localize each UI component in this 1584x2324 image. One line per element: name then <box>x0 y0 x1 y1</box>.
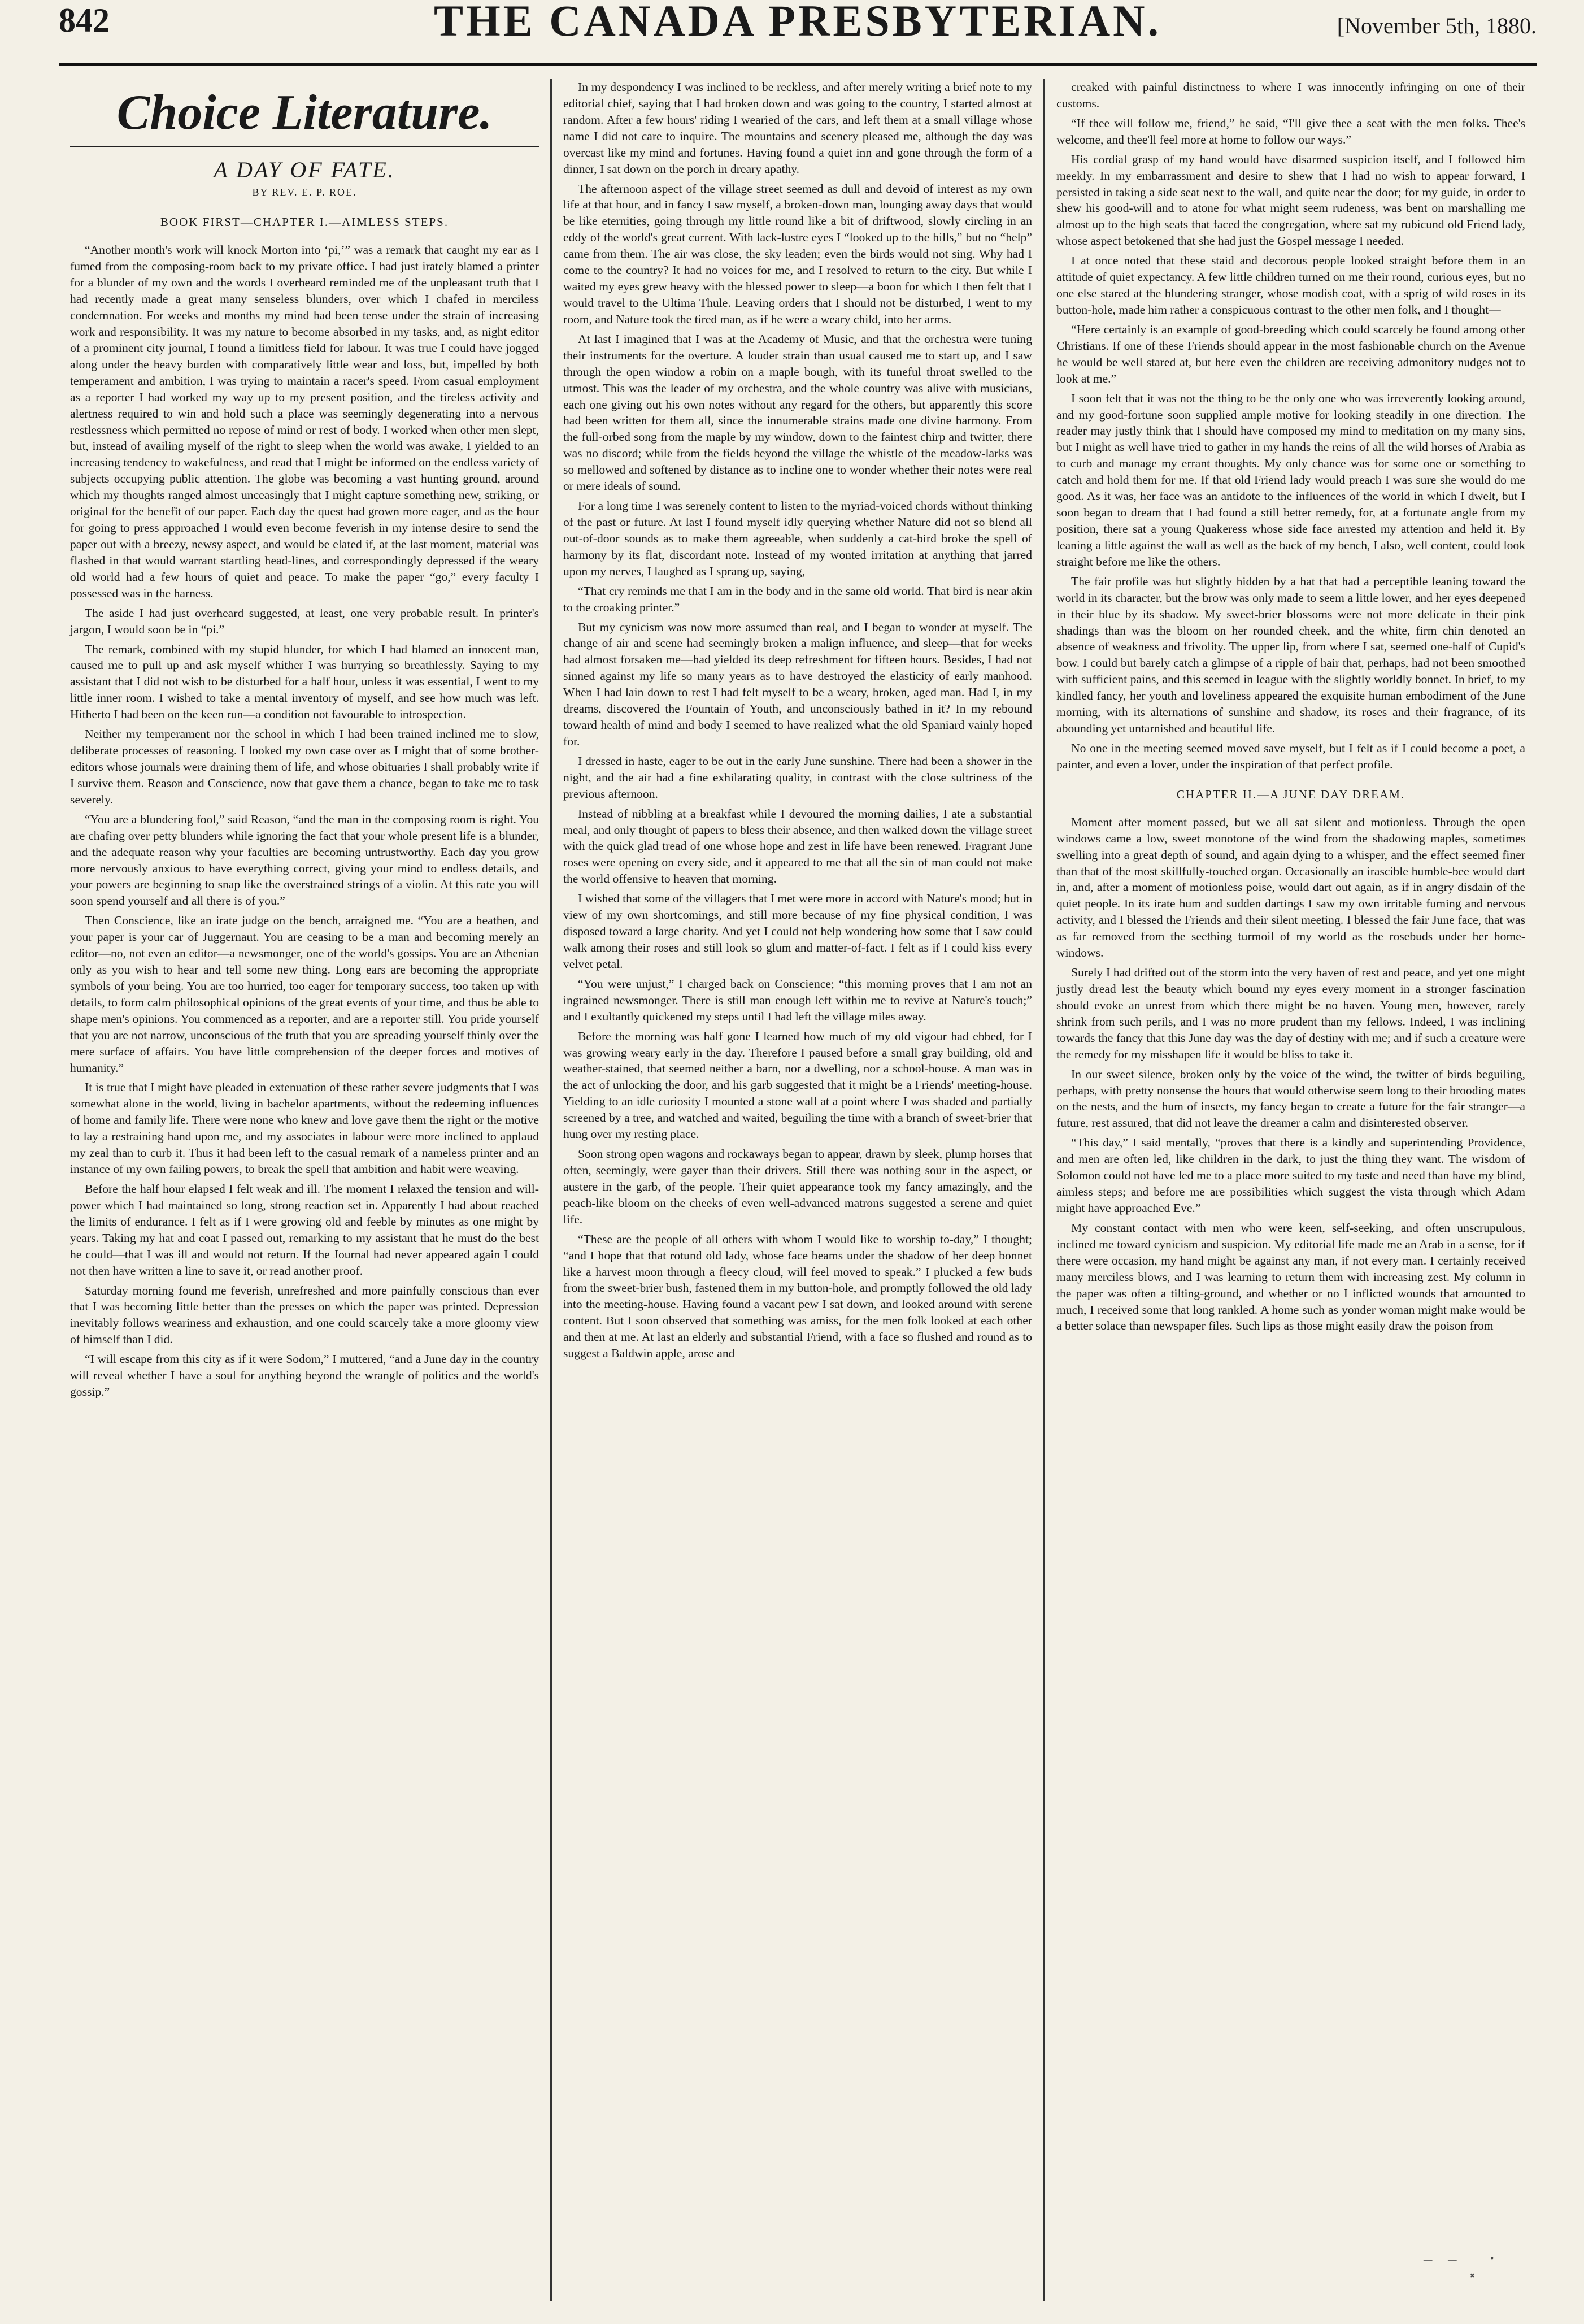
paragraph: Saturday morning found me feverish, unrefreshed and more painfully conscious than ever that I was becoming little better than the presses on which the paper was printed. Depression inevitably follows weariness and exhaustion, and one could scarcely take a more gloomy view of himself than I did. <box>70 1283 539 1346</box>
paragraph: “This day,” I said mentally, “proves that there is a kindly and superintending Providence, and men are often led, like children in the dark, to just the thing they want. The wisdom of Solomon could not have led me to a place more suited to my taste and need than have my blind, aimless steps; and before me are possibilities which suggest the vista through which Adam might have approached Eve.” <box>1056 1136 1525 1215</box>
paragraph: “These are the people of all others with whom I would like to worship to-day,” I thought; “and I hope that that rotund old lady, whose face beams under the shadow of her deep bonnet like a harvest moon through a fleecy cloud, will feel moved to speak.” I plucked a few buds from the sweet-brier bush, fastened them in my button-hole, and promptly followed the old lady into the meeting-house. Having found a vacant pew I sat down, and looked around with serene content. But I soon observed that something was amiss, for the men folk looked at each other and then at me. At last an elderly and substantial Friend, with a face so flushed and round as to suggest a Baldwin apple, arose and <box>563 1232 1032 1361</box>
paragraph: Soon strong open wagons and rockaways began to appear, drawn by sleek, plump horses that often, seemingly, were gayer than their drivers. Still there was nothing sour in the aspect, or austere in the garb, of the people. Their quiet appearance took my fancy amazingly, and the peach-like bloom on the cheeks of even well-advanced matrons suggested a serene and quiet life. <box>563 1147 1032 1226</box>
paragraph: The fair profile was but slightly hidden by a hat that had a perceptible leaning toward the world in its character, but the brow was only made to seem a little lower, and her eyes deepened in their blue by its shadow. My sweet-brier blossoms were not more delicate in their pink shadings than was the bloom on her rounded cheek, and the white, firm chin denoted an absence of weakness and frivolity. The upper lip, from where I sat, seemed one-half of Cupid's bow. I could but barely catch a glimpse of a ripple of hair that, perhaps, had not been smoothed with sufficient pains, and this seemed in league with the slightly worldly bonnet. In brief, to my kindled fancy, her youth and loveliness appeared the exquisite human embodiment of the June morning, with its alternations of sunshine and shadow, its roses and their fragrance, of its abounding yet untarnished and beautiful life. <box>1056 574 1525 736</box>
story-title: A DAY OF FATE. <box>214 157 395 183</box>
paragraph: The aside I had just overheard suggested, at least, one very probable result. In printer's jargon, I would soon be in “pi.” <box>70 606 539 636</box>
paragraph: My constant contact with men who were keen, self-seeking, and often unscrupulous, inclined me toward cynicism and suspicion. My editorial life made me an Arab in a sense, for if there were occasion, my hand might be against any man, if not every man. I certainly received many merciless blows, and I was learning to return them with increasing zest. My column in the paper was often a tilting-ground, and whether or no I inflicted wounds that amounted to much, I received some that long rankled. A home such as yonder woman might make would be a better solace than newspaper files. Such lips as those might easily draw the poison from <box>1056 1220 1525 1333</box>
paragraph: “Here certainly is an example of good-breeding which could scarcely be found among other Christians. If one of these Friends should appear in the most fashionable church on the Avenue he would be well stared at, but here even the children are receiving admonitory nudges not to look at me.” <box>1056 322 1525 385</box>
chapter-2-body <box>1056 814 1525 1335</box>
newspaper-title: THE CANADA PRESBYTERIAN. <box>433 0 1162 45</box>
page-number: 842 <box>59 2 110 39</box>
paragraph: I dressed in haste, eager to be out in the early June sunshine. There had been a shower in the night, and the air had a fine exhilarating quality, in contrast with the close sultriness of the previous afternoon. <box>563 754 1032 801</box>
paragraph: His cordial grasp of my hand would have disarmed suspicion itself, and I followed him meekly. In my embarrassment and desire to shew that I had no wish to appear forward, I persisted in taking a side seat next to the wall, and quite near the door; for my guide, in order to shew his good-will and to atone for what might seem rudeness, was bent on marshalling me almost up to the high seats that faced the congregation, where sat my rubicund old Friend lady, whose aspect betokened that she had just the Gospel message I needed. <box>1056 152 1525 248</box>
paragraph: But my cynicism was now more assumed than real, and I began to wonder at myself. The change of air and scene had seemingly broken a malign influence, and sleep—that for weeks had almost forsaken me—had yielded its deep refreshment for fifteen hours. Besides, I had not sinned against my life so many years as to have destroyed the elasticity of early manhood. When I had lain down to rest I had felt myself to be a weary, broken, aged man. Had I, in my dreams, discovered the Fountain of Youth, and unconsciously bathed in it? In my rebound toward health of mind and body I seemed to have realized what the old Spaniard vainly hoped for. <box>563 620 1032 748</box>
story-byline: BY REV. E. P. ROE. <box>252 186 357 198</box>
paragraph: Before the half hour elapsed I felt weak and ill. The moment I relaxed the tension and will-power which I had maintained so long, strong reaction set in. Apparently I had about reached the limits of endurance. I felt as if I were growing old and feeble by minutes as one might by years. Taking my hat and coat I passed out, remarking to my assistant that he must do the best he could—that I was ill and would not return. If the Journal had never appeared again I could not then have written a line to save it, or read another proof. <box>70 1182 539 1278</box>
running-head <box>59 0 1537 66</box>
paragraph: “You are a blundering fool,” said Reason, “and the man in the composing room is right. You are chafing over petty blunders while ignoring the fact that your whole present life is a blunder, and the adequate reason why your faculties are becoming untrustworthy. Each day you grow more nervously anxious to have everything correct, giving your mind to endless details, and your powers are beginning to snap like the overstrained strings of a violin. At this rate you will soon spend yourself and all there is of you.” <box>70 812 539 908</box>
paragraph: In our sweet silence, broken only by the voice of the wind, the twitter of birds beguiling, perhaps, with pretty nonsense the hours that would otherwise seem long to their brooding mates on the nests, and the hum of insects, my fancy began to create a future for the fair stranger—a future, rest assured, that did not leave the dreamer a calm and disinterested observer. <box>1056 1067 1525 1130</box>
issue-date: [November 5th, 1880. <box>1337 13 1537 38</box>
paragraph: “I will escape from this city as if it were Sodom,” I muttered, “and a June day in the country will reveal whether I have a soul for anything beyond the wrangle of politics and the world's gossip.” <box>70 1352 539 1399</box>
column-2 <box>550 79 1043 2301</box>
paragraph: “You were unjust,” I charged back on Conscience; “this morning proves that I am not an ingrained newsmonger. There is still man enough left within me to revive at Nature's touch;” and I exultantly quickened my steps until I had left the village miles away. <box>563 976 1032 1023</box>
paragraph: In my despondency I was inclined to be reckless, and after merely writing a brief note to my editorial chief, saying that I had broken down and was going to the country, I started almost at random. After a few hours' riding I wearied of the cars, and left them at a small village whose name I did not care to inquire. The mountains and scenery pleased me, although the day was overcast like my mind and fortunes. Having found a quiet inn and gone through the form of a dinner, I sat down on the porch in dreary apathy. <box>563 80 1032 176</box>
chapter-1-heading: BOOK FIRST—CHAPTER I.—AIMLESS STEPS. <box>160 215 449 229</box>
column-1 <box>59 79 550 2301</box>
column-1-body <box>70 242 539 1400</box>
column-3 <box>1043 79 1537 2301</box>
paragraph: Then Conscience, like an irate judge on the bench, arraigned me. “You are a heathen, and your paper is your car of Juggernaut. You are ceasing to be a man and becoming merely an editor—no, not even an editor—a newsmonger, one of the world's gossips. You are an Athenian only as you wish to hear and tell some new thing. Long ears are becoming the appropriate symbols of your being. You are too hurried, too eager for temporary success, too taken up with details, to form calm philosophical opinions of the great events of your time, and thus be able to shape men's opinions. You commenced as a reporter, and are a reporter still. You pride yourself that you are not narrow, unconscious of the truth that you are spreading yourself thinly over the mere surface of affairs. You have little comprehension of the deeper forces and motives of humanity.” <box>70 914 539 1075</box>
column-2-body <box>563 79 1032 1362</box>
paragraph: Moment after moment passed, but we all sat silent and motionless. Through the open windows came a low, sweet monotone of the wind from the shadowing maples, sometimes swelling into a great depth of sound, and again dying to a whisper, and the effect seemed finer than that of the most skillfully-touched organ. Occasionally an irascible humble-bee would dart in, and, after a moment of motionless poise, would dart out again, as if in angry disdain of the quiet people. In its irate hum and sudden dartings I saw my own irritable fuming and nervous activity, and I blessed the Friends and their silent meeting. I blessed the fair June face, that was as far removed from the seething turmoil of my world as the rosebuds under her home-windows. <box>1056 815 1525 960</box>
paragraph: I wished that some of the villagers that I met were more in accord with Nature's mood; but in view of my own shortcomings, and still more because of my fine physical condition, I was disposed toward a large charity. And yet I could not help wondering how some that I saw could walk among their roses and still look so glum and matter-of-fact. I felt as if I could kiss every velvet petal. <box>563 892 1032 971</box>
paragraph: “That cry reminds me that I am in the body and in the same old world. That bird is near akin to the croaking printer.” <box>563 584 1032 614</box>
text-columns <box>59 79 1537 2301</box>
paragraph: “If thee will follow me, friend,” he said, “I'll give thee a seat with the men folks. Thee's welcome, and thee'll feel more at home to follow our ways.” <box>1056 116 1525 146</box>
department-title: Choice Literature. <box>70 79 539 147</box>
paragraph: Neither my temperament nor the school in which I had been trained inclined me to slow, deliberate processes of reasoning. I looked my own case over as I might that of some brother-editors whose journals were draining them of life, and whose obituaries I shall probably write if I survive them. Reason and Conscience, now that gave them a chance, began to take me to task severely. <box>70 727 539 806</box>
paragraph: Instead of nibbling at a breakfast while I devoured the morning dailies, I ate a substantial meal, and only thought of papers to bless their absence, and then walked down the village street with the quick glad tread of one whose hope and zest in life have been renewed. Fragrant June roses were opening on every side, and it appeared to me that all the sin of man could not make the world offensive to heaven that morning. <box>563 806 1032 886</box>
paragraph: For a long time I was serenely content to listen to the myriad-voiced chords without thinking of the past or future. At last I found myself idly querying whether Nature did not so blend all out-of-door sounds as to make them agreeable, when suddenly a cat-bird broke the spell of harmony by its flat, discordant note. Instead of my wonted irritation at anything that jarred upon my nerves, I laughed as I sprang up, saying, <box>563 499 1032 578</box>
paragraph: Before the morning was half gone I learned how much of my old vigour had ebbed, for I was growing weary early in the day. Therefore I paused before a small gray building, old and weather-stained, that seemed neither a barn, nor a dwelling, nor a school-house. A man was in the act of unlocking the door, and his garb suggested that it might be a Friends' meeting-house. Yielding to an idle curiosity I mounted a stone wall at a point where I was shaded and partially screened by a tree, and watched and waited, beguiling the time with a branch of sweet-brier that hung over my resting place. <box>563 1029 1032 1141</box>
paragraph: I at once noted that these staid and decorous people looked straight before them in an attitude of quiet expectancy. A few little children turned on me their round, curious eyes, but no one else stared at the blundering stranger, whose modish coat, with a sprig of wild roses in its button-hole, made him rather a conspicuous contrast to the other men folk, and I thought— <box>1056 254 1525 316</box>
paragraph: I soon felt that it was not the thing to be the only one who was irreverently looking around, and my good-fortune soon supplied ample motive for looking steadily in one direction. The reader may justly think that I should have composed my mind to meditation on my many sins, but I might as well have tried to gather in my hands the reins of all the wild horses of Arabia as to curb and manage my errant thoughts. My only chance was for some one or something to catch and hold them for me. If that old Friend lady would preach I was sure she would do me good. As it was, her face was an antidote to the influences of the world in which I dwelt, but I soon began to dream that I had found a still better remedy, for, at a fortunate angle from my position, there sat a young Quakeress whose side face arrested my attention and held it. By leaning a little against the wall as well as the back of my bench, I also, well content, could look straight before me like the others. <box>1056 391 1525 568</box>
paragraph: The remark, combined with my stupid blunder, for which I had blamed an innocent man, caused me to pull up and ask myself whither I was hurrying so breathlessly. Saying to my assistant that I did not wish to be disturbed for a half hour, unless it was essential, I went to my little inner room. I wished to take a mental inventory of myself, and see how much was left. Hitherto I had been on the keen run—a condition not favourable to introspection. <box>70 642 539 722</box>
paragraph: It is true that I might have pleaded in extenuation of these rather severe judgments that I was somewhat alone in the world, living in bachelor apartments, without the redeeming influences of home and family life. There were none who knew and love gave them the right or the motive to lay a restraining hand upon me, and my associates in labour were more inclined to applaud my zeal than to curb it. Thus it had been left to the casual remark of a nameless printer and an instance of my own failing powers, to break the spell that ambition and habit were weaving. <box>70 1080 539 1176</box>
paragraph: “Another month's work will knock Morton into ‘pi,’” was a remark that caught my ear as I fumed from the composing-room back to my private office. I had just irately blamed a printer for a blunder of my own and the words I overheard reminded me of the unpleasant truth that I had recently made a great many senseless blunders, over which I chafed in merciless condemnation. For weeks and months my mind had been tense under the strain of increasing work and responsibility. It was my nature to become absorbed in my tasks, and, as night editor of a prominent city journal, I found a limitless field for labour. It was true I could have jogged along under the heavy burden with comparatively little wear and loss, but, impelled by both temperament and ambition, I was trying to maintain a racer's speed. From casual employment as a reporter I had worked my way up to my present position, and the tireless activity and alertness required to win and hold such a place was seemingly degenerating into a nervous restlessness which permitted no repose of mind or rest of body. I worked when other men slept, but, instead of availing myself of the right to sleep when the world was awake, I yielded to an increasing tendency to wakefulness, and read that I might be informed on the endless variety of subjects occupying public attention. The globe was becoming a vast hunting ground, around which my thoughts ranged almost unceasingly that I might capture something new, striking, or original for the benefit of our paper. Each day the quest had grown more eager, and as the hour for going to press approached I would even become feverish in my intense desire to send the paper out with a breezy, newsy aspect, and would be elated if, at the last moment, material was flashed in that would warrant startling head-lines, and correspondingly depressed if the weary old world had a few hours of quiet and peace. To make the paper “go,” every faculty I possessed was in the harness. <box>70 243 539 600</box>
paragraph: Surely I had drifted out of the storm into the very haven of rest and peace, and yet one might justly dread lest the beauty which bound my eyes every moment in a stronger fascination should evoke an unrest from which there might be no haven. Young men, however, rarely shrink from such perils, and I was no more prudent than my fellows. Indeed, I was inclining towards the fancy that this June day was the day of destiny with me; and if such a creature were the remedy for my misshapen life it would be bliss to take it. <box>1056 966 1525 1061</box>
ink-smudge: ⁻ ⁻ ⸼ ˙ <box>1422 2252 1499 2277</box>
paragraph: The afternoon aspect of the village street seemed as dull and devoid of interest as my own life at that hour, and in fancy I saw myself, a broken-down man, lounging away days that would be like eternities, going through my little round like a bit of driftwood, slowly circling in an eddy of the world's great current. With lack-lustre eyes I “looked up to the hills,” but no “help” came from them. The air was close, the sky leaden; even the birds would not sing. Why had I come to the country? It had no voices for me, and I resolved to return to the city. But while I waited my eyes grew heavy with the blessed power to sleep—a boon for which I then felt that I would travel to the Ultima Thule. Leaving orders that I should not be disturbed, I went to my room, and Nature took the tired man, as if he were a weary child, into her arms. <box>563 181 1032 326</box>
column-3-body <box>1056 79 1525 773</box>
chapter-2-heading: CHAPTER II.—A JUNE DAY DREAM. <box>1176 787 1405 801</box>
paragraph: creaked with painful distinctness to where I was innocently infringing on one of their customs. <box>1056 80 1525 110</box>
paragraph: At last I imagined that I was at the Academy of Music, and that the orchestra were tuning their instruments for the overture. A louder strain than usual caused me to start up, and I saw through the open window a robin on a maple bough, with its tuneful throat swelled to the utmost. This was the leader of my orchestra, and the whole country was alive with musicians, each one giving out his own notes without any regard for the others, but apparently this score had been written for them all, since the innumerable strains made one divine harmony. From the full-orbed song from the maple by my window, down to the faintest chirp and twitter, there was no discord; while from the fields beyond the village the whistle of the meadow-larks was so mellowed and softened by distance as to incline one to wonder whether their notes were real or mere ideals of sound. <box>563 332 1032 493</box>
paragraph: No one in the meeting seemed moved save myself, but I felt as if I could become a poet, a painter, and even a lover, under the inspiration of that perfect profile. <box>1056 741 1525 771</box>
